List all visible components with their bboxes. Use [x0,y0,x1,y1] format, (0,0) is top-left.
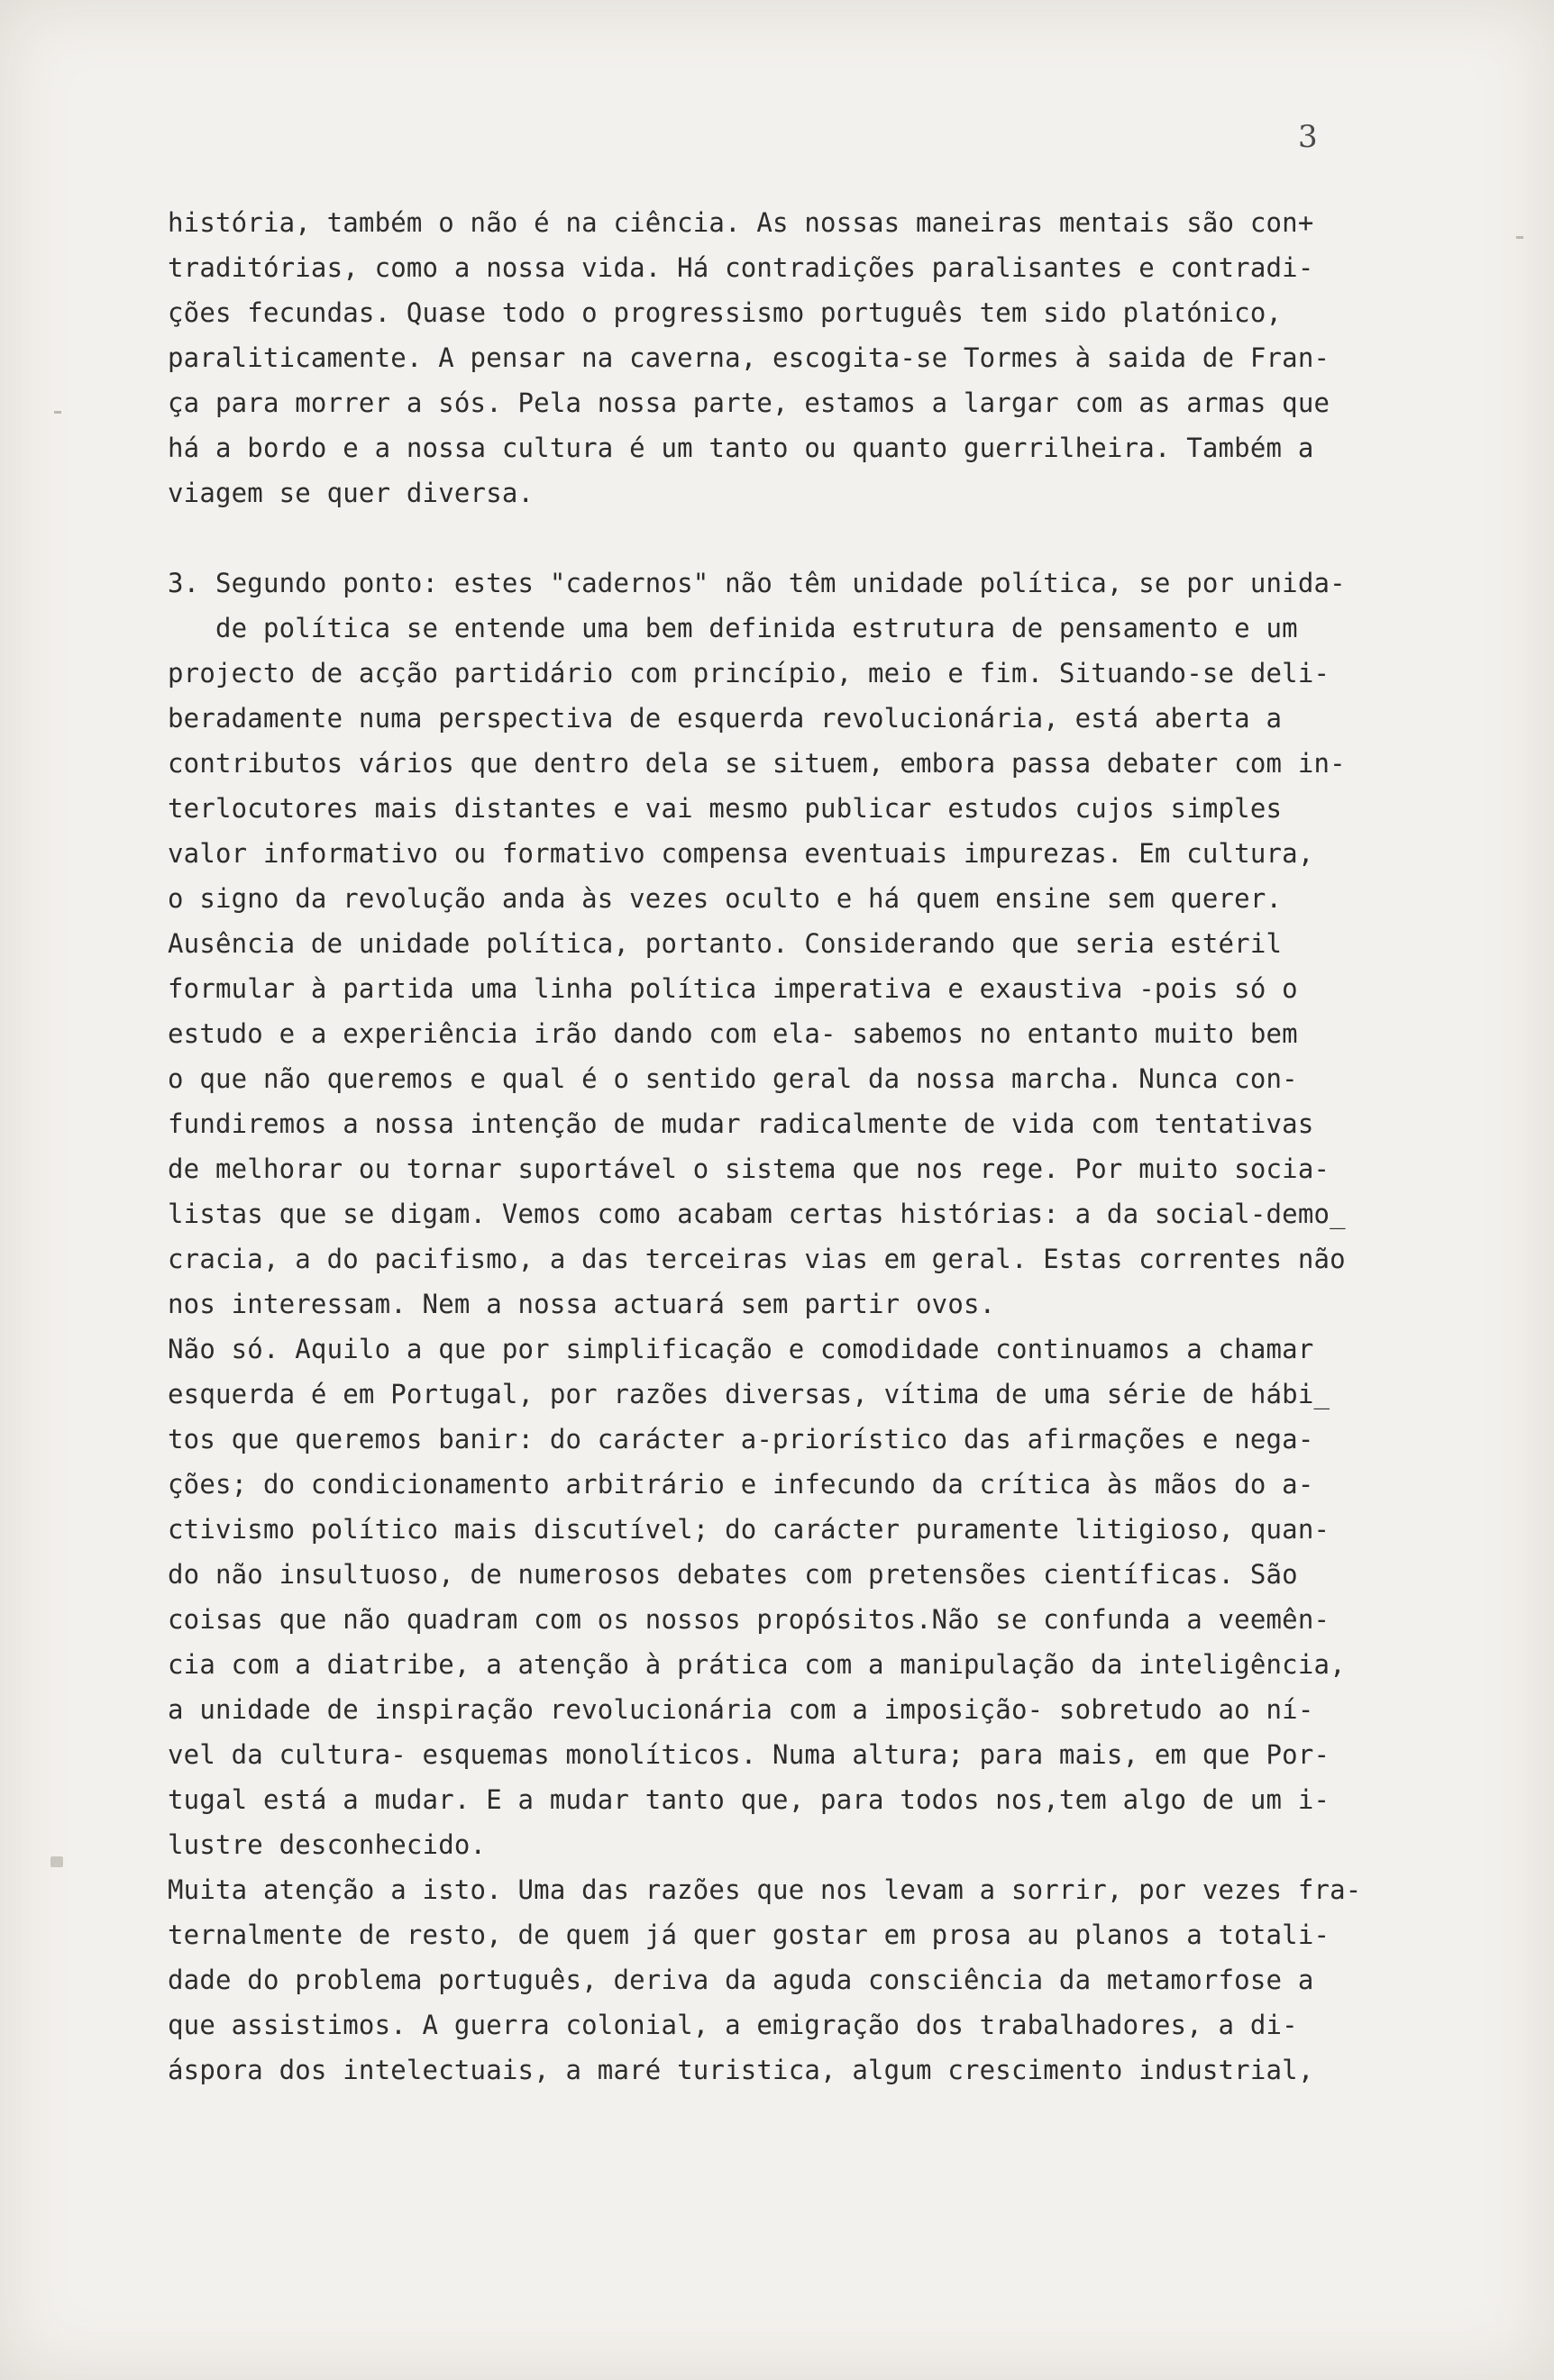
margin-mark [1516,236,1523,239]
text-line: viagem se quer diversa. [168,478,535,508]
blank-line [168,515,1403,561]
text-line: esquerda é em Portugal, por razões diversas, vítima de uma série de hábi_ [168,1379,1330,1409]
text-line: ções; do condicionamento arbitrário e infecundo da crítica às mãos do a- [168,1469,1314,1500]
page-number: 3 [1298,119,1318,155]
text-line: dade do problema português, deriva da aguda consciência da metamorfose a [168,1965,1314,1995]
margin-mark [54,411,61,414]
text-line: cia com a diatribe, a atenção à prática com a manipulação da inteligência, [168,1649,1346,1680]
text-line: valor informativo ou formativo compensa eventuais impurezas. Em cultura, [168,838,1314,869]
text-line: fundiremos a nossa intenção de mudar radicalmente de vida com tentativas [168,1108,1314,1139]
text-line: formular à partida uma linha política imperativa e exaustiva -pois só o [168,973,1298,1004]
text-line: 3. Segundo ponto: estes "cadernos" não têm unidade política, se por unida- [168,568,1346,598]
text-line: vel da cultura- esquemas monolíticos. Numa altura; para mais, em que Por- [168,1739,1330,1770]
text-line: contributos vários que dentro dela se situem, embora passa debater com in- [168,748,1346,779]
text-line: áspora dos intelectuais, a maré turistica, algum crescimento industrial, [168,2055,1314,2085]
text-line: Ausência de unidade política, portanto. Considerando que seria estéril [168,928,1283,959]
text-line: listas que se digam. Vemos como acabam certas histórias: a da social-demo_ [168,1199,1346,1229]
text-line: ça para morrer a sós. Pela nossa parte, estamos a largar com as armas que [168,388,1330,418]
text-line: Muita atenção a isto. Uma das razões que nos levam a sorrir, por vezes fra- [168,1874,1362,1905]
text-line: estudo e a experiência irão dando com ela- sabemos no entanto muito bem [168,1018,1298,1049]
text-line: ctivismo político mais discutível; do carácter puramente litigioso, quan- [168,1514,1330,1545]
punch-mark [50,1856,63,1867]
text-line: o signo da revolução anda às vezes oculto e há quem ensine sem querer. [168,883,1283,914]
text-line: coisas que não quadram com os nossos propósitos.Não se confunda a veemên- [168,1604,1330,1635]
text-line: paraliticamente. A pensar na caverna, escogita-se Tormes à saida de Fran- [168,342,1330,373]
text-line: a unidade de inspiração revolucionária com a imposição- sobretudo ao ní- [168,1694,1314,1725]
text-line: o que não queremos e qual é o sentido geral da nossa marcha. Nunca con- [168,1063,1298,1094]
text-line: projecto de acção partidário com princípio, meio e fim. Situando-se deli- [168,658,1330,688]
text-line: que assistimos. A guerra colonial, a emigração dos trabalhadores, a di- [168,2010,1298,2040]
text-line: de política se entende uma bem definida estrutura de pensamento e um [168,613,1298,643]
text-line: traditórias, como a nossa vida. Há contradições paralisantes e contradi- [168,252,1314,283]
text-line: lustre desconhecido. [168,1829,487,1860]
text-line: nos interessam. Nem a nossa actuará sem partir ovos. [168,1289,996,1319]
text-line: cracia, a do pacifismo, a das terceiras vias em geral. Estas correntes não [168,1244,1346,1274]
text-line: ternalmente de resto, de quem já quer gostar em prosa au planos a totali- [168,1920,1330,1950]
text-line: ções fecundas. Quase todo o progressismo português tem sido platónico, [168,297,1283,328]
text-line: terlocutores mais distantes e vai mesmo publicar estudos cujos simples [168,793,1283,824]
text-line: há a bordo e a nossa cultura é um tanto ou quanto guerrilheira. Também a [168,433,1314,463]
text-line: beradamente numa perspectiva de esquerda revolucionária, está aberta a [168,703,1283,734]
text-line: de melhorar ou tornar suportável o sistema que nos rege. Por muito socia- [168,1154,1330,1184]
body-text [168,200,1403,2093]
text-line: do não insultuoso, de numerosos debates com pretensões científicas. São [168,1559,1298,1590]
text-line: Não só. Aquilo a que por simplificação e comodidade continuamos a chamar [168,1334,1314,1364]
text-line: tugal está a mudar. E a mudar tanto que, para todos nos,tem algo de um i- [168,1784,1330,1815]
text-line: tos que queremos banir: do carácter a-priorístico das afirmações e nega- [168,1424,1314,1454]
text-line: história, também o não é na ciência. As nossas maneiras mentais são con+ [168,207,1314,238]
